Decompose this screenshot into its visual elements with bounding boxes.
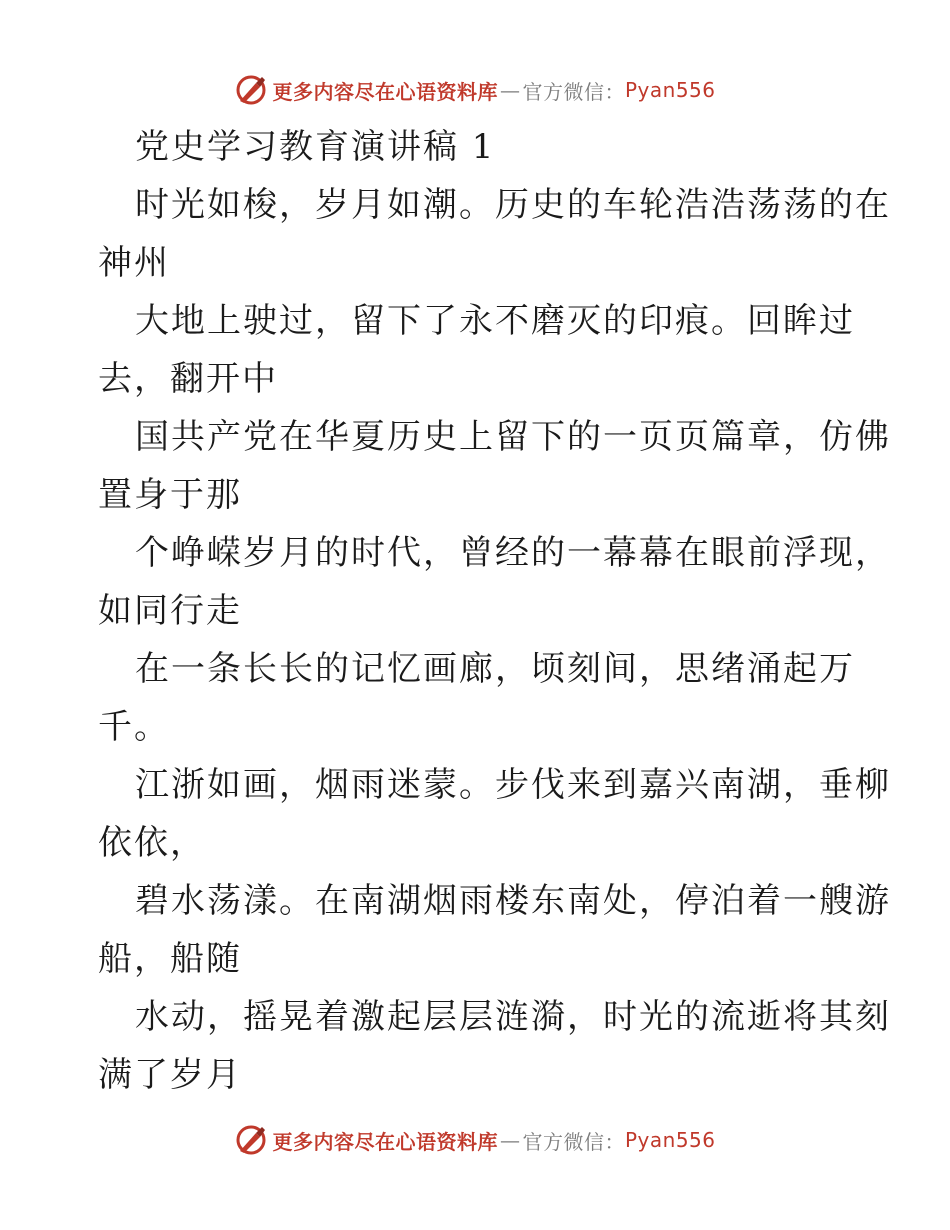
watermark-prefix: 更多内容尽在心语资料库 — [272, 1129, 498, 1154]
watermark-banner-top — [0, 70, 950, 110]
paragraph-line: 千。 — [98, 707, 170, 747]
document-title: 党史学习教育演讲稿 1 — [135, 127, 496, 167]
pen-logo-icon — [234, 1123, 268, 1157]
paragraph-line: 满了岁月 — [98, 1055, 242, 1095]
pen-logo-icon — [234, 73, 268, 107]
watermark-prefix: 更多内容尽在心语资料库 — [272, 79, 498, 104]
watermark-wechat-label: 官方微信： — [522, 1129, 625, 1154]
paragraph-line: 船，船随 — [98, 939, 242, 979]
paragraph-line: 在一条长长的记忆画廊，顷刻间，思绪涌起万 — [135, 649, 855, 689]
paragraph-line: 碧水荡漾。在南湖烟雨楼东南处，停泊着一艘游 — [135, 881, 891, 921]
watermark-banner-bottom — [0, 1120, 950, 1160]
paragraph-line: 个峥嵘岁月的时代，曾经的一幕幕在眼前浮现， — [135, 533, 891, 573]
watermark-wechat-id: Pyan556 — [624, 78, 716, 102]
paragraph-line: 依依， — [98, 823, 206, 863]
watermark-dash: — — [499, 1128, 521, 1152]
paragraph-line: 去，翻开中 — [98, 359, 278, 399]
watermark-wechat-id: Pyan556 — [624, 1128, 716, 1152]
watermark-wechat-label: 官方微信： — [522, 79, 625, 104]
paragraph-line: 国共产党在华夏历史上留下的一页页篇章，仿佛 — [135, 417, 891, 457]
paragraph-line: 大地上驶过，留下了永不磨灭的印痕。回眸过 — [135, 301, 855, 341]
paragraph-line: 时光如梭，岁月如潮。历史的车轮浩浩荡荡的在 — [135, 185, 891, 225]
watermark-dash: — — [499, 78, 521, 102]
paragraph-line: 神州 — [98, 243, 170, 283]
paragraph-line: 水动，摇晃着激起层层涟漪，时光的流逝将其刻 — [135, 997, 891, 1037]
paragraph-line: 江浙如画，烟雨迷蒙。步伐来到嘉兴南湖，垂柳 — [135, 765, 891, 805]
paragraph-line: 如同行走 — [98, 591, 242, 631]
paragraph-line: 置身于那 — [98, 475, 242, 515]
